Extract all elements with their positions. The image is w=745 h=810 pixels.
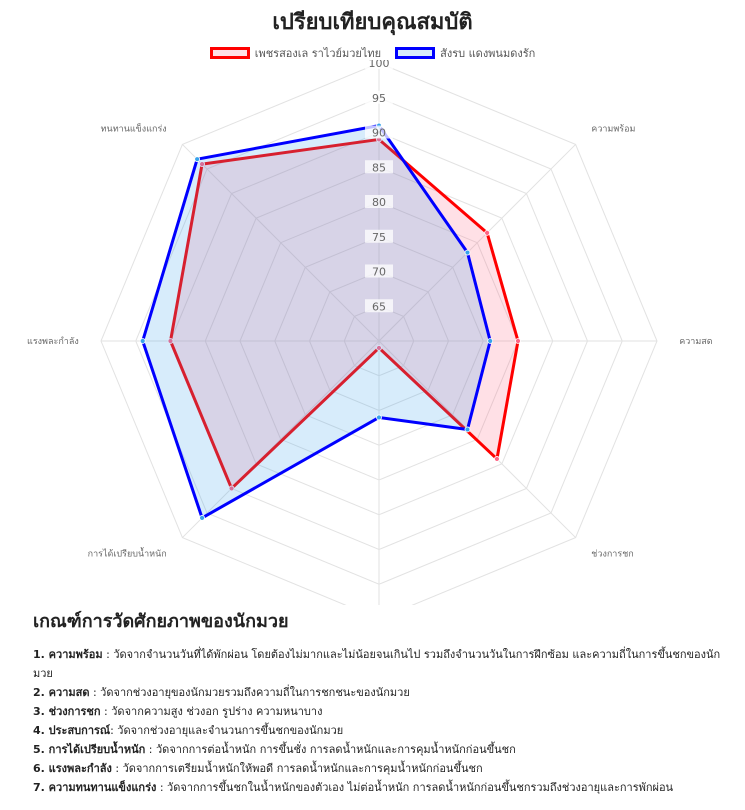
criteria-item-text: : วัดจากการต่อน้ำหนัก การขึ้นชั่ง การลดน้ำหนักและการคุมน้ำหนักก่อนขึ้นชก	[145, 743, 516, 756]
data-point-2	[200, 515, 205, 520]
criteria-section	[33, 606, 723, 797]
legend-swatch-series-1	[210, 47, 250, 59]
axis-label: แรงพละกำลัง	[27, 337, 79, 347]
axis-label: การได้เปรียบน้ำหนัก	[87, 549, 167, 560]
radar-chart	[0, 60, 745, 605]
criteria-item-text: : วัดจากจำนวนวันที่ได้พักผ่อน โดยต้องไม่มากและไม่น้อยจนเกินไป รวมถึงจำนวนวันในการฝึกซ้อม และความถี่ในการขึ้นชกของนักมวย	[33, 648, 721, 680]
criteria-item-label: 7. ความทนทานแข็งแกร่ง	[33, 781, 157, 794]
data-point-1	[516, 339, 521, 344]
criteria-item-label: 4. ประสบการณ์	[33, 724, 111, 737]
series-area-2	[143, 126, 491, 518]
legend-label-series-2: สังรบ แดงพนมดงรัก	[440, 47, 536, 60]
legend-swatch-series-2	[395, 47, 435, 59]
criteria-item-text: : วัดจากความสูง ช่วงอก รูปร่าง ความหนาบาง	[100, 705, 323, 718]
criteria-item-text: : วัดจากช่วงอายุและจำนวนการขึ้นชกของนักมวย	[110, 724, 344, 737]
tick-label: 75	[372, 230, 386, 244]
criteria-item	[33, 645, 723, 683]
tick-label: 90	[372, 126, 386, 140]
data-point-2	[465, 250, 470, 255]
criteria-item	[33, 702, 723, 721]
data-point-2	[465, 427, 470, 432]
data-point-2	[140, 339, 145, 344]
criteria-item	[33, 683, 723, 702]
data-point-2	[377, 415, 382, 420]
tick-label: 80	[372, 196, 386, 209]
axis-label: ทนทานแข็งแกร่ง	[100, 124, 167, 135]
tick-label: 95	[372, 91, 386, 105]
criteria-item-text: : วัดจากการเตรียมน้ำหนักให้พอดี การลดน้ำหนักและการคุมน้ำหนักก่อนขึ้นชก	[111, 762, 483, 775]
criteria-item	[33, 759, 723, 778]
axis-label: ช่วงการชก	[591, 549, 634, 560]
data-point-1	[485, 230, 490, 235]
criteria-item-label: 6. แรงพละกำลัง	[33, 762, 112, 775]
data-point-2	[195, 157, 200, 162]
tick-label: 70	[372, 265, 386, 279]
criteria-item-label: 5. การได้เปรียบน้ำหนัก	[33, 743, 146, 756]
data-point-1	[494, 456, 499, 461]
axis-label: ความพร้อม	[591, 124, 636, 135]
legend-label-series-1: เพชรสองเล ราไวย์มวยไทย	[254, 47, 382, 60]
criteria-heading: เกณฑ์การวัดศักยภาพของนักมวย	[33, 611, 289, 632]
radar-series	[140, 123, 520, 520]
tick-label: 100	[368, 60, 390, 70]
criteria-item-text: : วัดจากช่วงอายุของนักมวยรวมถึงความถี่ในการชกชนะของนักมวย	[89, 686, 410, 699]
chart-title: เปรียบเทียบคุณสมบัติ	[272, 10, 473, 35]
criteria-item-text: : วัดจากการขึ้นชกในน้ำหนักของตัวเอง ไม่ต่อน้ำหนัก การลดน้ำหนักก่อนขึ้นชกรวมถึงช่วงอายุและการพักผ่อน	[156, 781, 674, 794]
criteria-item	[33, 721, 723, 740]
criteria-item	[33, 740, 723, 759]
data-point-2	[488, 339, 493, 344]
criteria-item	[33, 778, 723, 797]
tick-label: 65	[372, 300, 386, 314]
axis-label: ความสด	[679, 337, 713, 347]
criteria-item-label: 1. ความพร้อม	[33, 648, 103, 661]
criteria-item-label: 3. ช่วงการชก	[33, 705, 101, 718]
tick-label: 85	[372, 161, 386, 175]
criteria-item-label: 2. ความสด	[33, 686, 90, 699]
